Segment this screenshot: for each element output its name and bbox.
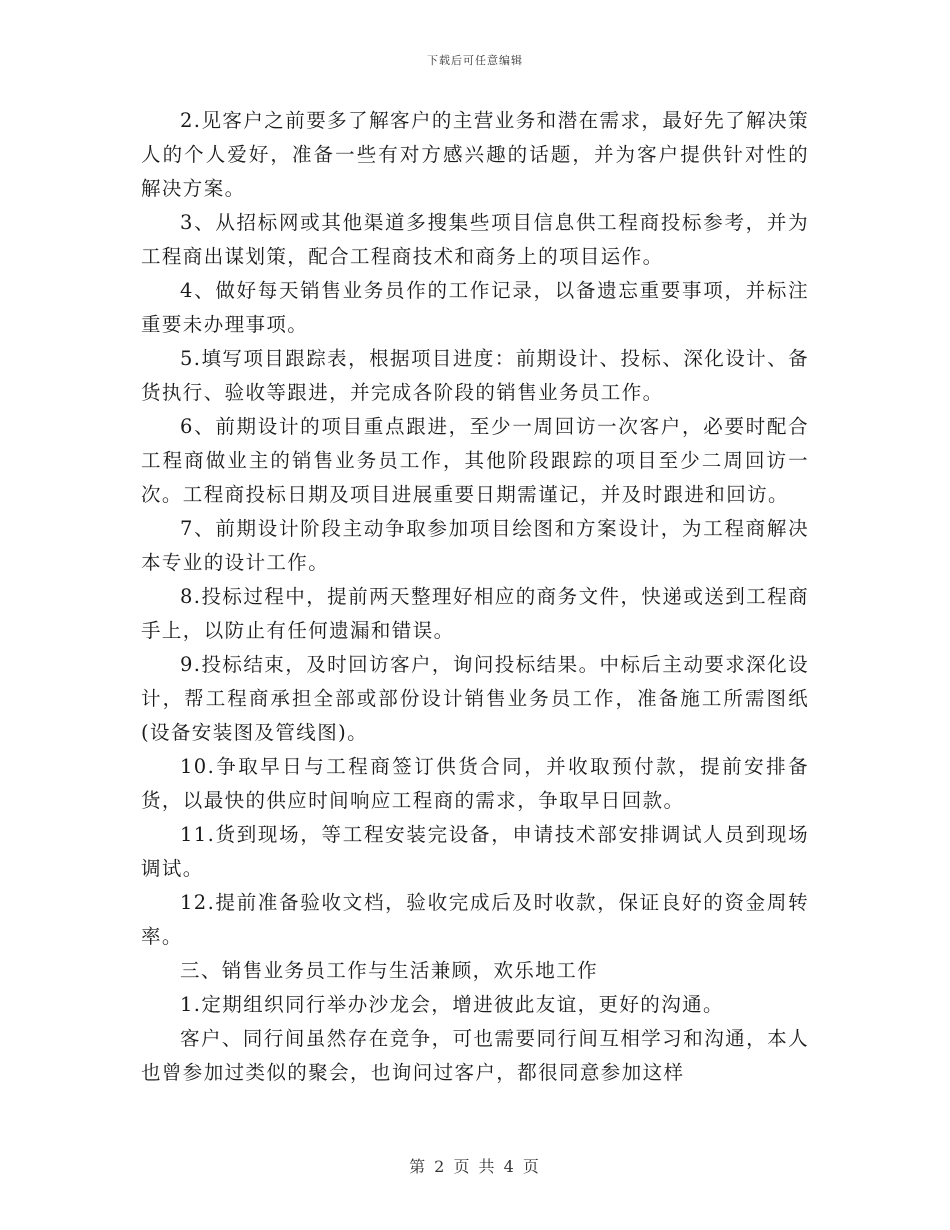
paragraph: 3、从招标网或其他渠道多搜集些项目信息供工程商投标参考，并为工程商出谋划策，配合工程商技术和商务上的项目运作。 <box>141 211 809 268</box>
paragraph: 8.投标过程中，提前两天整理好相应的商务文件，快递或送到工程商手上，以防止有任何遗漏和错误。 <box>141 585 809 642</box>
paragraph: 6、前期设计的项目重点跟进，至少一周回访一次客户，必要时配合工程商做业主的销售业务员工作，其他阶段跟踪的项目至少二周回访一次。工程商投标日期及项目进展重要日期需谨记，并及时跟进和回访。 <box>141 415 809 506</box>
paragraph: 11.货到现场，等工程安装完设备，申请技术部安排调试人员到现场调试。 <box>141 823 809 880</box>
paragraph: 5.填写项目跟踪表，根据项目进度：前期设计、投标、深化设计、备货执行、验收等跟进，并完成各阶段的销售业务员工作。 <box>141 347 809 404</box>
page-number-footer: 第 2 页 共 4 页 <box>409 1157 541 1176</box>
paragraph: 12.提前准备验收文档，验收完成后及时收款，保证良好的资金周转率。 <box>141 891 809 948</box>
paragraph: 1.定期组织同行举办沙龙会，增进彼此友谊，更好的沟通。 <box>180 993 724 1016</box>
page-header-note: 下载后可任意编辑 <box>427 54 523 67</box>
document-body <box>141 104 809 1090</box>
section-heading: 三、销售业务员工作与生活兼顾，欢乐地工作 <box>180 959 599 982</box>
paragraph: 10.争取早日与工程商签订供货合同，并收取预付款，提前安排备货，以最快的供应时间响应工程商的需求，争取早日回款。 <box>141 755 809 812</box>
paragraph: 9.投标结束，及时回访客户，询问投标结果。中标后主动要求深化设计，帮工程商承担全部或部份设计销售业务员工作，准备施工所需图纸(设备安装图及管线图)。 <box>141 653 809 744</box>
paragraph: 4、做好每天销售业务员作的工作记录，以备遗忘重要事项，并标注重要未办理事项。 <box>141 279 809 336</box>
paragraph: 7、前期设计阶段主动争取参加项目绘图和方案设计，为工程商解决本专业的设计工作。 <box>141 517 809 574</box>
paragraph: 客户、同行间虽然存在竞争，可也需要同行间互相学习和沟通，本人也曾参加过类似的聚会，也询问过客户，都很同意参加这样 <box>141 1027 809 1084</box>
paragraph: 2.见客户之前要多了解客户的主营业务和潜在需求，最好先了解决策人的个人爱好，准备一些有对方感兴趣的话题，并为客户提供针对性的解决方案。 <box>141 109 809 200</box>
